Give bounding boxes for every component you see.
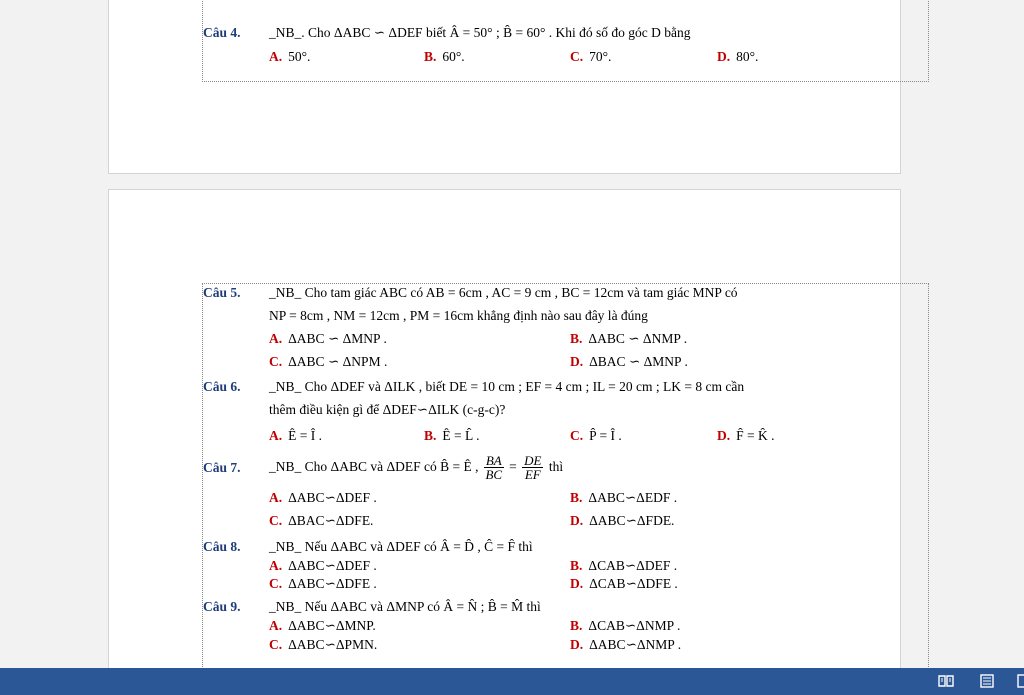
- option-text: Ê = Î .: [288, 428, 322, 443]
- option-text: ΔABC ∽ ΔMNP .: [288, 331, 387, 346]
- option-b: [570, 330, 687, 348]
- question-label: Câu 9.: [203, 599, 241, 614]
- option-text: ΔABC ∽ ΔNPM .: [288, 354, 388, 369]
- option-text: ΔBAC ∽ ΔMNP .: [589, 354, 688, 369]
- option-text: ΔBAC∽ΔDFE.: [288, 513, 374, 528]
- option-text: ΔABC∽ΔNMP .: [589, 637, 682, 652]
- option-letter: D.: [570, 576, 584, 591]
- question-text: _NB_ Nếu ΔABC và ΔDEF có Â = D̂ , Ĉ = F̂ thì: [269, 539, 533, 554]
- fraction-denominator: EF: [524, 467, 541, 483]
- option-text: 70°.: [589, 49, 612, 64]
- option-letter: D.: [717, 428, 731, 443]
- option-text: ΔABC∽ΔDFE .: [288, 576, 377, 591]
- option-text: F̂ = K̂ .: [736, 428, 775, 443]
- option-c: [570, 427, 622, 445]
- option-d: [570, 636, 681, 654]
- option-c: [570, 48, 611, 66]
- option-letter: C.: [269, 576, 283, 591]
- option-letter: A.: [269, 558, 283, 573]
- option-letter: A.: [269, 428, 283, 443]
- option-text: ΔABC ∽ ΔNMP .: [588, 331, 688, 346]
- fraction-ba-bc: [484, 454, 504, 481]
- option-d: [717, 427, 775, 445]
- option-text: ΔABC∽ΔDEF .: [288, 490, 377, 505]
- fraction-numerator: DE: [524, 453, 542, 469]
- document-page-2: [108, 189, 901, 669]
- option-d: [570, 512, 674, 530]
- question-label: Câu 8.: [203, 539, 241, 554]
- option-text: ΔABC∽ΔFDE.: [589, 513, 675, 528]
- question-box: [202, 283, 929, 683]
- option-letter: D.: [570, 513, 584, 528]
- option-b: [570, 557, 677, 575]
- option-text: ΔCAB∽ΔDFE .: [589, 576, 678, 591]
- question-text: [269, 449, 563, 485]
- option-letter: C.: [570, 49, 584, 64]
- option-letter: B.: [424, 49, 437, 64]
- question-label: Câu 4.: [203, 25, 241, 40]
- question-label: Câu 6.: [203, 379, 241, 394]
- option-text: Ê = L̂ .: [442, 428, 480, 443]
- question-box: [202, 0, 929, 82]
- option-b: [570, 489, 677, 507]
- option-a: [269, 617, 376, 635]
- option-text: ΔABC∽ΔDEF .: [288, 558, 377, 573]
- option-c: [269, 353, 387, 371]
- option-letter: B.: [424, 428, 437, 443]
- option-letter: A.: [269, 49, 283, 64]
- option-text: P̂ = Î .: [589, 428, 622, 443]
- option-letter: B.: [570, 618, 583, 633]
- option-a: [269, 48, 310, 66]
- question-text-post: thì: [548, 459, 564, 474]
- book-icon[interactable]: [938, 674, 954, 688]
- option-letter: B.: [570, 331, 583, 346]
- fraction-numerator: BA: [485, 453, 502, 469]
- option-letter: C.: [269, 354, 283, 369]
- question-text: _NB_ Cho tam giác ABC có AB = 6cm , AC = 9 cm , BC = 12cm và tam giác MNP có: [269, 285, 738, 300]
- option-c: [269, 512, 373, 530]
- option-a: [269, 557, 377, 575]
- question-text: _NB_ Cho ΔDEF và ΔILK , biết DE = 10 cm ; EF = 4 cm ; IL = 20 cm ; LK = 8 cm cần: [269, 379, 745, 394]
- option-letter: C.: [269, 637, 283, 652]
- option-text: ΔCAB∽ΔNMP .: [588, 618, 681, 633]
- question-text-pre: _NB_ Cho ΔABC và ΔDEF có B̂ = Ê ,: [269, 459, 479, 474]
- question-label: Câu 5.: [203, 285, 241, 300]
- option-letter: A.: [269, 331, 283, 346]
- option-letter: A.: [269, 490, 283, 505]
- option-text: ΔCAB∽ΔDEF .: [588, 558, 678, 573]
- option-b: [570, 617, 680, 635]
- option-a: [269, 427, 322, 445]
- option-text: 50°.: [288, 49, 311, 64]
- option-d: [717, 48, 758, 66]
- document-icon[interactable]: [979, 674, 995, 688]
- option-letter: B.: [570, 490, 583, 505]
- layout-icon[interactable]: [1014, 674, 1024, 688]
- question-text-cont: thêm điều kiện gì để ΔDEF∽ΔILK (c-g-c)?: [269, 402, 506, 417]
- option-d: [570, 353, 688, 371]
- question-text: _NB_. Cho ΔABC ∽ ΔDEF biết Â = 50° ; B̂ = 60° . Khi đó số đo góc D bằng: [269, 25, 691, 40]
- question-text: _NB_ Nếu ΔABC và ΔMNP có Â = N̂ ; B̂ = M̂ thì: [269, 599, 541, 614]
- option-text: ΔABC∽ΔPMN.: [288, 637, 378, 652]
- option-letter: D.: [717, 49, 731, 64]
- option-a: [269, 330, 387, 348]
- option-letter: B.: [570, 558, 583, 573]
- option-b: [424, 48, 465, 66]
- option-text: ΔABC∽ΔEDF .: [588, 490, 678, 505]
- option-c: [269, 636, 377, 654]
- option-text: ΔABC∽ΔMNP.: [288, 618, 376, 633]
- option-b: [424, 427, 480, 445]
- status-bar: [0, 668, 1024, 695]
- option-text: 60°.: [442, 49, 465, 64]
- option-letter: C.: [570, 428, 584, 443]
- document-page-1: [108, 0, 901, 174]
- option-letter: C.: [269, 513, 283, 528]
- fraction-de-ef: [522, 454, 543, 481]
- option-letter: D.: [570, 637, 584, 652]
- option-d: [570, 575, 678, 593]
- option-letter: D.: [570, 354, 584, 369]
- fraction-denominator: BC: [485, 467, 503, 483]
- option-c: [269, 575, 377, 593]
- question-label: Câu 7.: [203, 460, 241, 475]
- option-letter: A.: [269, 618, 283, 633]
- option-text: 80°.: [736, 49, 759, 64]
- option-a: [269, 489, 377, 507]
- equals-sign: =: [509, 459, 517, 474]
- question-text-cont: NP = 8cm , NM = 12cm , PM = 16cm khẳng định nào sau đây là đúng: [269, 308, 648, 323]
